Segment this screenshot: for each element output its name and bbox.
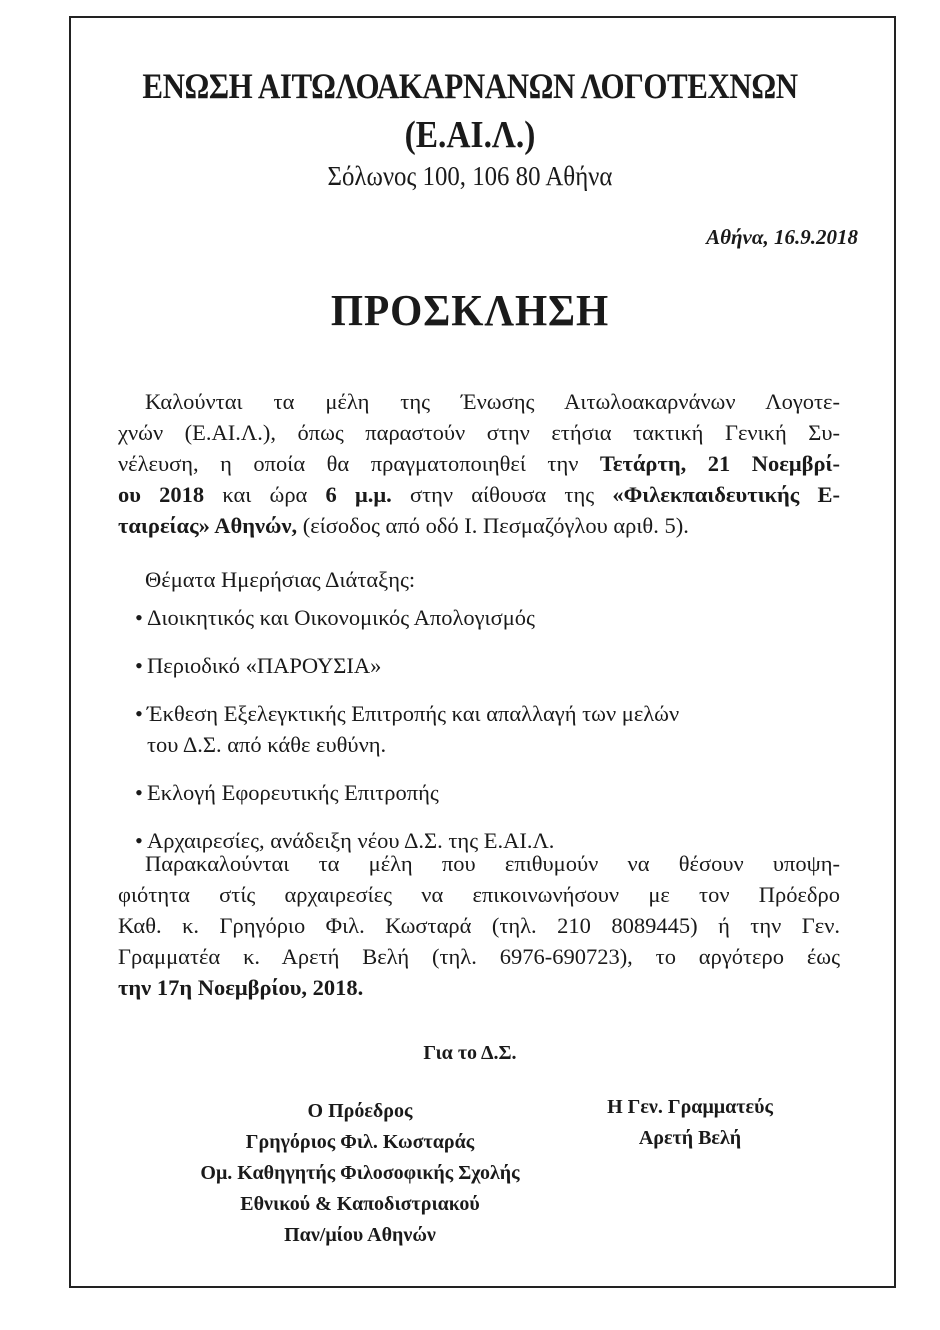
text-run: Καλούνται τα μέλη της Ένωσης Αιτωλοακαρνάνων Λογοτε- xyxy=(145,389,840,414)
signatory-title: Η Γεν. Γραμματεύς xyxy=(607,1096,773,1118)
invitation-paragraph xyxy=(118,386,840,541)
bullet-icon: • xyxy=(135,701,143,726)
paragraph-line xyxy=(118,417,840,448)
bullet-icon: • xyxy=(135,605,143,630)
meeting-venue: ταιρείας» Αθηνών, xyxy=(118,513,298,538)
for-the-board: Για το Δ.Σ. xyxy=(423,1042,517,1064)
meeting-time: 6 μ.μ. xyxy=(325,482,392,507)
agenda-item xyxy=(135,777,855,808)
signatory-name: Γρηγόριος Φιλ. Κωσταράς xyxy=(245,1131,475,1153)
text-run: (είσοδος από οδό Ι. Πεσμαζόγλου αριθ. 5). xyxy=(297,513,689,538)
paragraph-line: Παρακαλούνται τα μέλη που επιθυμούν να θέσουν υποψη- xyxy=(145,851,840,876)
organization-abbreviation: (Ε.ΑΙ.Λ.) xyxy=(404,114,536,156)
paragraph-line xyxy=(118,448,840,479)
signatory-role: Ομ. Καθηγητής Φιλοσοφικής Σχολής xyxy=(200,1162,520,1184)
paragraph-line: φιότητα στίς αρχαιρεσίες να επικοινωνήσουν με τον Πρόεδρο xyxy=(118,882,840,907)
agenda-item-text: Έκθεση Εξελεγκτικής Επιτροπής και απαλλαγή των μελών xyxy=(147,701,680,726)
secretary-signature xyxy=(520,1092,860,1154)
bullet-icon: • xyxy=(135,828,143,853)
agenda-item xyxy=(135,602,855,633)
agenda-item-text: Περιοδικό «ΠΑΡΟΥΣΙΑ» xyxy=(147,653,382,678)
organization-address: Σόλωνος 100, 106 80 Αθήνα xyxy=(327,161,613,191)
agenda-title: Θέματα Ημερήσιας Διάταξης: xyxy=(145,567,416,592)
organization-name: ΕΝΩΣΗ ΑΙΤΩΛΟΑΚΑΡΝΑΝΩΝ ΛΟΓΟΤΕΧΝΩΝ xyxy=(142,66,798,106)
agenda-item xyxy=(135,650,855,681)
deadline-date: την 17η Νοεμβρίου, 2018. xyxy=(118,975,364,1000)
agenda-item-text: Εκλογή Εφορευτικής Επιτροπής xyxy=(147,780,439,805)
agenda-list xyxy=(135,602,855,873)
signatory-name: Αρετή Βελή xyxy=(638,1127,742,1149)
signatory-role: Εθνικού & Καποδιστριακού xyxy=(240,1193,480,1215)
signatory-role: Παν/μίου Αθηνών xyxy=(284,1224,436,1246)
bullet-icon: • xyxy=(135,653,143,678)
agenda-item xyxy=(135,698,855,760)
paragraph-line xyxy=(118,479,840,510)
document-heading: ΠΡΟΣΚΛΗΣΗ xyxy=(330,286,610,335)
meeting-venue: «Φιλεκπαιδευτικής Ε- xyxy=(612,482,841,507)
paragraph-line: Καθ. κ. Γρηγόριο Φιλ. Κωσταρά (τηλ. 210 8089445) ή την Γεν. xyxy=(118,913,840,938)
agenda-item-text: του Δ.Σ. από κάθε ευθύνη. xyxy=(147,732,387,757)
meeting-year: ου 2018 xyxy=(118,482,205,507)
meeting-day-date: Τετάρτη, 21 Νοεμβρί- xyxy=(599,451,840,476)
president-signature xyxy=(150,1096,570,1251)
paragraph-line xyxy=(118,510,840,541)
paragraph-line: Γραμματέα κ. Αρετή Βελή (τηλ. 6976-690723), το αργότερο έως xyxy=(118,944,840,969)
bullet-icon: • xyxy=(135,780,143,805)
paragraph-line xyxy=(118,386,840,417)
text-run: χνών (Ε.ΑΙ.Λ.), όπως παραστούν στην ετήσια τακτική Γενική Συ- xyxy=(118,420,840,445)
signatory-title: Ο Πρόεδρος xyxy=(307,1100,413,1122)
candidacy-paragraph xyxy=(118,848,840,1003)
text-run: και ώρα xyxy=(204,482,326,507)
agenda-item-text: Αρχαιρεσίες, ανάδειξη νέου Δ.Σ. της Ε.ΑΙ.Λ. xyxy=(147,828,555,853)
text-run: στην αίθουσα της xyxy=(391,482,613,507)
agenda-item-text: Διοικητικός και Οικονομικός Απολογισμός xyxy=(147,605,535,630)
text-run: νέλευση, η οποία θα πραγματοποιηθεί την xyxy=(118,451,600,476)
document-date: Αθήνα, 16.9.2018 xyxy=(706,225,858,249)
